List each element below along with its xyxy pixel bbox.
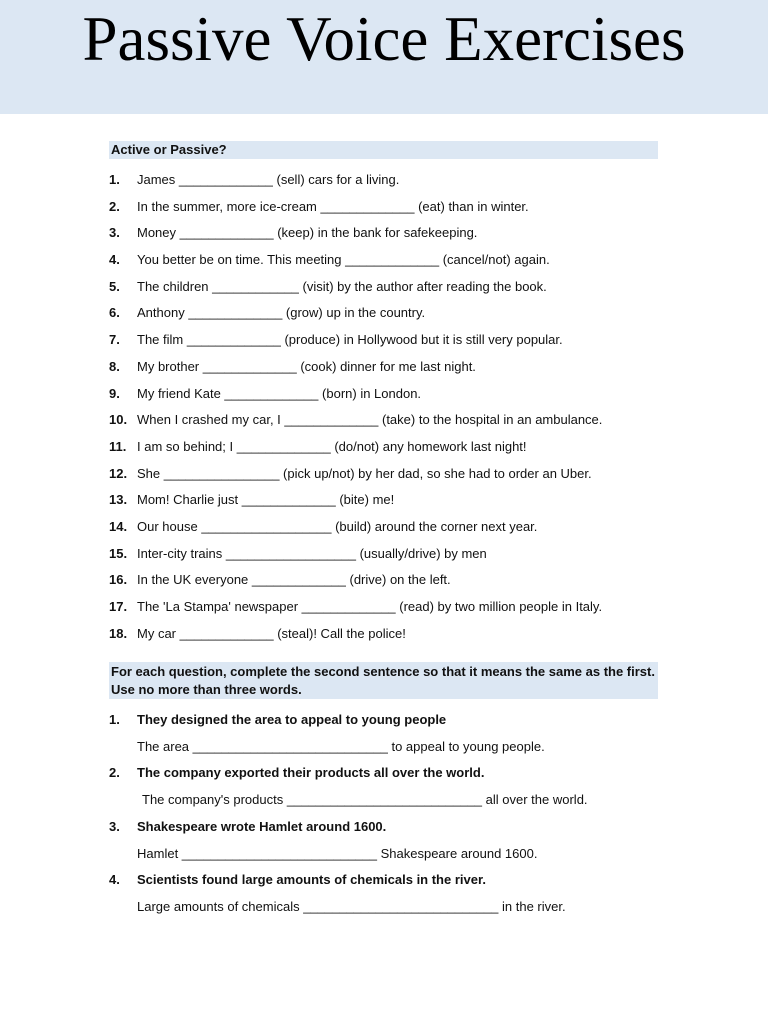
item-answer-line: The area ___________________________ to appeal to young people.	[137, 739, 545, 754]
item-text: My brother _____________ (cook) dinner for me last night.	[137, 358, 476, 374]
exercise-item	[109, 171, 669, 198]
exercise-item	[109, 358, 669, 385]
item-text: James _____________ (sell) cars for a living.	[137, 172, 400, 187]
exercise-item	[109, 224, 669, 251]
item-number: 16.	[109, 572, 128, 588]
item-text: You better be on time. This meeting _____________ (cancel/not) again.	[137, 252, 550, 268]
rewrite-item	[109, 818, 669, 871]
item-answer-line: Hamlet ___________________________ Shakespeare around 1600.	[137, 845, 538, 861]
item-number: 15.	[109, 545, 128, 561]
exercise-list-1	[109, 171, 669, 651]
item-text: In the UK everyone _____________ (drive) on the left.	[137, 572, 451, 588]
item-text: The 'La Stampa' newspaper _____________ (read) by two million people in Italy.	[137, 599, 603, 614]
item-text: The children ____________ (visit) by the author after reading the book.	[137, 278, 547, 294]
item-prompt: Scientists found large amounts of chemicals in the river.	[137, 872, 486, 888]
item-text: In the summer, more ice-cream _____________ (eat) than in winter.	[137, 198, 529, 214]
item-number: 6.	[109, 305, 120, 321]
item-text: Inter-city trains __________________ (usually/drive) by men	[137, 545, 487, 561]
item-number: 1.	[109, 172, 120, 187]
exercise-item	[109, 571, 669, 598]
page-title: Passive Voice Exercises	[82, 4, 686, 74]
item-number: 4.	[109, 252, 120, 268]
exercise-item	[109, 625, 669, 652]
exercise-item	[109, 411, 669, 438]
item-number: 2.	[109, 198, 120, 214]
item-number: 18.	[109, 625, 128, 641]
exercise-item	[109, 278, 669, 305]
exercise-item	[109, 385, 669, 412]
item-number: 1.	[109, 712, 120, 727]
item-number: 4.	[109, 872, 120, 888]
item-number: 14.	[109, 518, 128, 534]
item-number: 7.	[109, 332, 120, 348]
item-text: The film _____________ (produce) in Hollywood but it is still very popular.	[137, 332, 563, 348]
exercise-list-2	[109, 711, 669, 925]
item-number: 3.	[109, 818, 120, 834]
rewrite-item	[109, 871, 669, 924]
exercise-item	[109, 518, 669, 545]
item-number: 12.	[109, 465, 128, 481]
exercise-item	[109, 331, 669, 358]
item-number: 2.	[109, 765, 120, 781]
rewrite-item	[109, 711, 669, 764]
item-text: Anthony _____________ (grow) up in the country.	[137, 305, 426, 321]
item-number: 8.	[109, 358, 120, 374]
exercise-item	[109, 465, 669, 492]
exercise-item	[109, 304, 669, 331]
section-heading-rewrite-instructions: For each question, complete the second sentence so that it means the same as the first. Use no more than three words.	[109, 662, 658, 699]
item-number: 13.	[109, 492, 128, 508]
item-number: 3.	[109, 225, 120, 241]
section-heading-active-passive: Active or Passive?	[109, 141, 658, 159]
item-text: Money _____________ (keep) in the bank for safekeeping.	[137, 225, 478, 241]
item-number: 11.	[109, 438, 127, 454]
exercise-item	[109, 491, 669, 518]
item-answer-line: Large amounts of chemicals ___________________________ in the river.	[137, 899, 566, 915]
item-prompt: Shakespeare wrote Hamlet around 1600.	[137, 818, 387, 834]
item-text: My car _____________ (steal)! Call the police!	[137, 625, 406, 641]
exercise-item	[109, 198, 669, 225]
item-number: 9.	[109, 385, 120, 401]
item-text: Mom! Charlie just _____________ (bite) me!	[137, 492, 395, 508]
exercise-item	[109, 251, 669, 278]
exercise-item	[109, 438, 669, 465]
item-text: Our house __________________ (build) around the corner next year.	[137, 518, 538, 534]
item-text: She ________________ (pick up/not) by her dad, so she had to order an Uber.	[137, 465, 592, 481]
item-text: My friend Kate _____________ (born) in London.	[137, 385, 422, 401]
rewrite-item	[109, 764, 669, 817]
item-prompt: They designed the area to appeal to young people	[137, 712, 447, 727]
item-text: When I crashed my car, I _____________ (take) to the hospital in an ambulance.	[137, 412, 603, 428]
exercise-item	[109, 598, 669, 625]
item-answer-line: The company's products ___________________________ all over the world.	[142, 792, 588, 808]
item-number: 17.	[109, 599, 128, 614]
item-number: 10.	[109, 412, 128, 428]
item-text: I am so behind; I _____________ (do/not) any homework last night!	[137, 438, 527, 454]
item-prompt: The company exported their products all over the world.	[137, 765, 485, 781]
item-number: 5.	[109, 278, 120, 294]
exercise-item	[109, 545, 669, 572]
